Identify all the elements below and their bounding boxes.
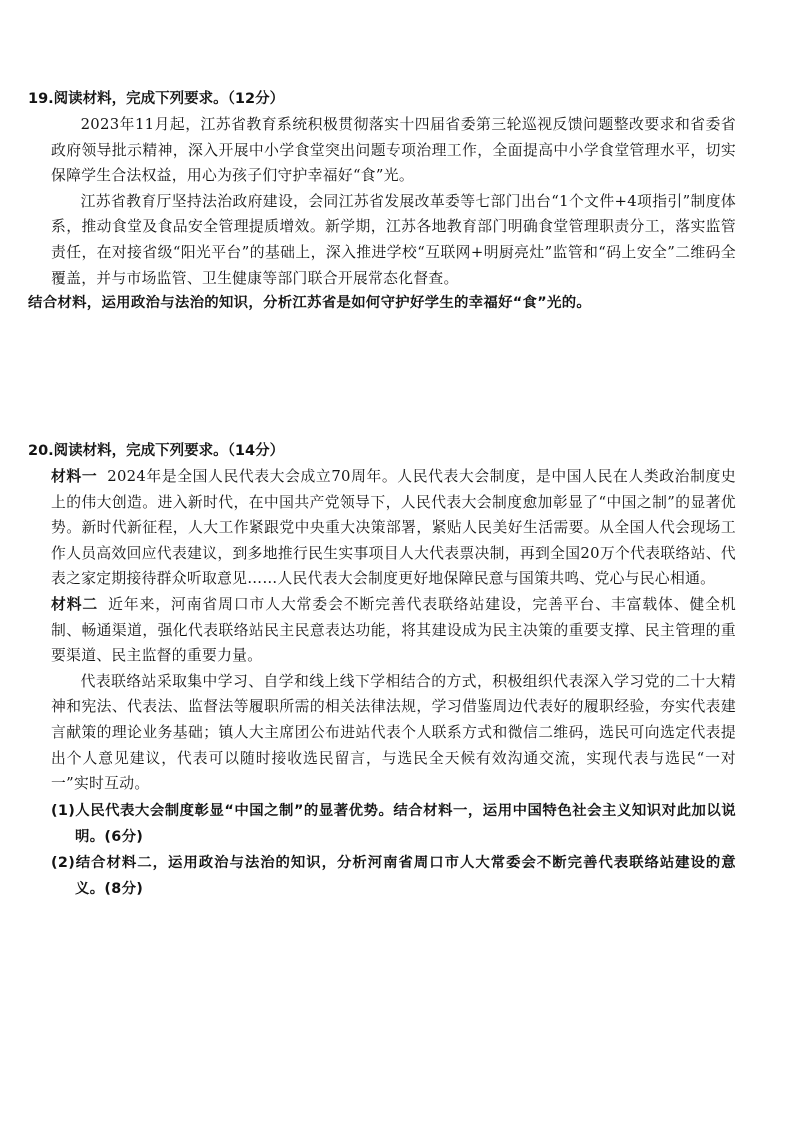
question-19-body xyxy=(28,112,736,291)
material-1-label: 材料一 xyxy=(51,468,98,485)
question-20-body xyxy=(28,464,736,902)
q20-subquestion-1: (1)人民代表大会制度彰显“中国之制”的显著优势。结合材料一，运用中国特色社会主义知识对此加以说明。(6分) xyxy=(51,802,736,845)
q20-subquestions xyxy=(51,798,736,902)
question-20-title: 20.阅读材料，完成下列要求。（14分） xyxy=(28,443,285,459)
q20-material-2 xyxy=(51,592,736,669)
q19-material-paragraph: 江苏省教育厅坚持法治政府建设，会同江苏省发展改革委等七部门出台“1个文件+4项指引”制度体系，推动食堂及食品安全管理提质增效。新学期，江苏各地教育部门明确食堂管理职责分工，落实监管责任，在对接省级“阳光平台”的基础上，深入推进学校“互联网+明厨亮灶”监管和“码上安全”二维码全覆盖，并与市场监管、卫生健康等部门联合开展常态化督查。 xyxy=(51,192,736,287)
material-1-text: 2024年是全国人民代表大会成立70周年。人民代表大会制度，是中国人民在人类政治制度史上的伟大创造。进入新时代，在中国共产党领导下，人民代表大会制度愈加彰显了“中国之制”的显著优势。新时代新征程，人大工作紧跟党中央重大决策部署，紧贴人民美好生活需要。从全国人代会现场工作人员高效回应代表建议，到多地推行民生实事项目人大代表票决制，再到全国20万个代表联络站、代表之家定期接待群众听取意见……人民代表大会制度更好地保障民意与国策共鸣、党心与民心相通。 xyxy=(51,468,736,588)
question-20 xyxy=(28,438,736,902)
q19-material-paragraph: 2023年11月起，江苏省教育系统积极贯彻落实十四届省委第三轮巡视反馈问题整改要求和省委省政府领导批示精神，深入开展中小学食堂突出问题专项治理工作，全面提高中小学食堂管理水平，切实保障学生合法权益，用心为孩子们守护幸福好“食”光。 xyxy=(51,116,736,185)
q20-material-1 xyxy=(51,464,736,592)
question-19 xyxy=(28,86,736,317)
material-2-text: 近年来，河南省周口市人大常委会不断完善代表联络站建设，完善平台、丰富载体、健全机制、畅通渠道，强化代表联络站民主民意表达功能，将其建设成为民主决策的重要支撑、民主管理的重要渠道、民主监督的重要力量。 xyxy=(51,595,736,665)
question-19-title: 19.阅读材料，完成下列要求。（12分） xyxy=(28,91,285,107)
q19-task: 结合材料，运用政治与法治的知识，分析江苏省是如何守护好学生的幸福好“食”光的。 xyxy=(28,295,592,312)
material-2-label: 材料二 xyxy=(51,595,99,613)
q20-subquestion-2: (2)结合材料二，运用政治与法治的知识，分析河南省周口市人大常委会不断完善代表联络站建设的意义。(8分) xyxy=(51,854,736,897)
q20-material-2-paragraph-2: 代表联络站采取集中学习、自学和线上线下学相结合的方式，积极组织代表深入学习党的二十大精神和宪法、代表法、监督法等履职所需的相关法律法规，学习借鉴周边代表好的履职经验，夯实代表建言献策的理论业务基础；镇人大主席团公布进站代表个人联系方式和微信二维码，选民可向选定代表提出个人意见建议，代表可以随时接收选民留言，与选民全天候有效沟通交流，实现代表与选民“一对一”实时互动。 xyxy=(51,672,736,793)
